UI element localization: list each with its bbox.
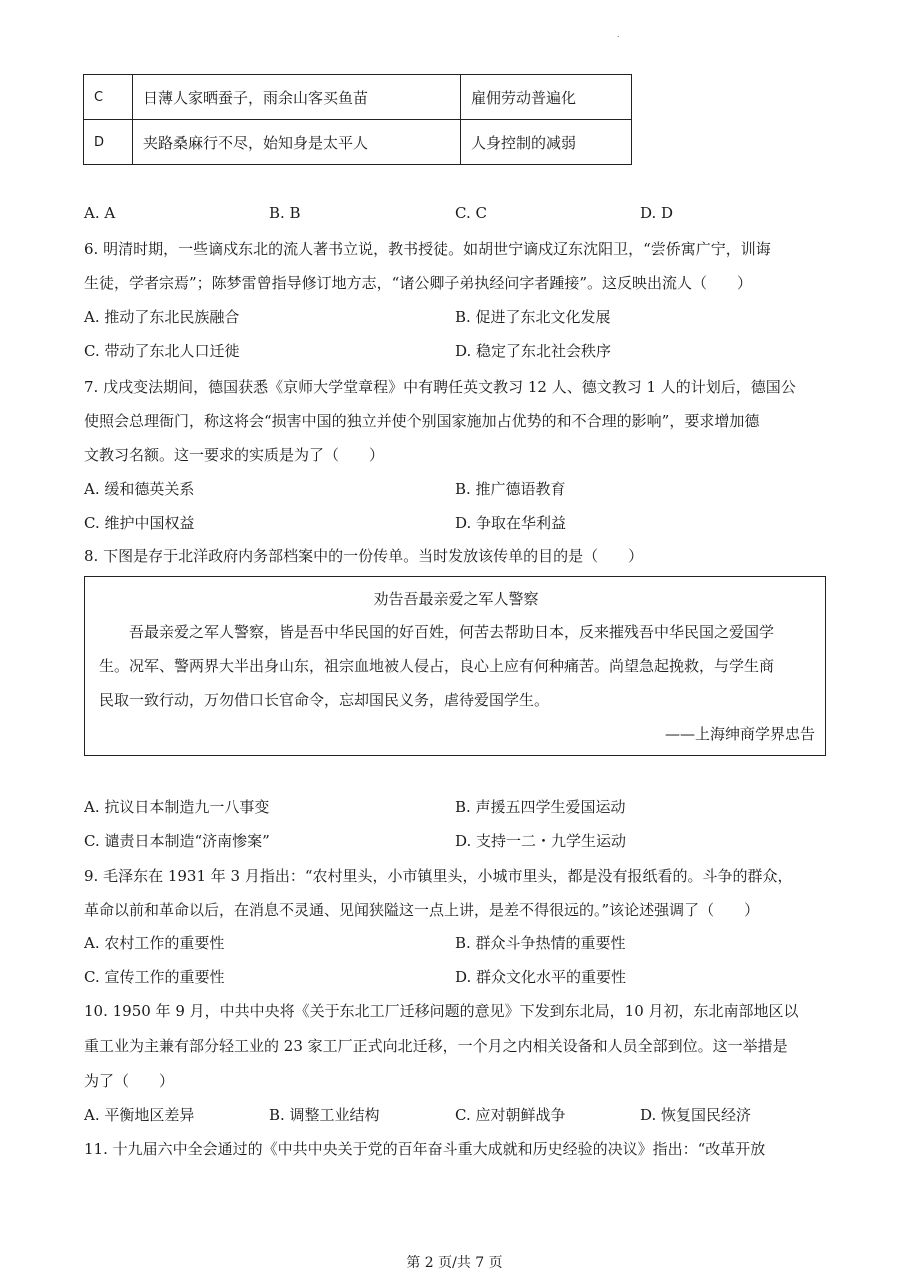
table-row xyxy=(84,75,632,120)
q5-option-a: A. A xyxy=(84,204,116,222)
q10-stem-line1: 10. 1950 年 9 月，中共中央将《关于东北工厂迁移问题的意见》下发到东北局，10 月初，东北南部地区以 xyxy=(84,1002,799,1020)
q7-stem-line1: 7. 戊戌变法期间，德国获悉《京师大学堂章程》中有聘任英文教习 12 人、德文教习 1 人的计划后，德国公 xyxy=(84,378,796,396)
q10-stem-line3: 为了（ ） xyxy=(84,1072,175,1090)
q6-option-b: B. 促进了东北文化发展 xyxy=(455,308,611,326)
q10-option-b: B. 调整工业结构 xyxy=(269,1106,380,1124)
q11-stem-line1: 11. 十九届六中全会通过的《中共中央关于党的百年奋斗重大成就和历史经验的决议》指出：“改革开放 xyxy=(84,1140,766,1158)
top-mark: . xyxy=(617,30,620,39)
q9-option-a: A. 农村工作的重要性 xyxy=(84,934,225,952)
page-footer: 第 2 页/共 7 页 xyxy=(406,1255,503,1271)
q5-option-b: B. B xyxy=(269,204,301,222)
q10-option-c: C. 应对朝鲜战争 xyxy=(455,1106,566,1124)
q7-stem-line3: 文教习名额。这一要求的实质是为了（ ） xyxy=(84,446,385,464)
q6-option-d: D. 稳定了东北社会秩序 xyxy=(455,342,612,360)
q7-option-d: D. 争取在华利益 xyxy=(455,514,567,532)
q7-option-c: C. 维护中国权益 xyxy=(84,514,195,532)
q9-option-d: D. 群众文化水平的重要性 xyxy=(455,968,627,986)
q9-option-c: C. 宣传工作的重要性 xyxy=(84,968,225,986)
q9-stem-line2: 革命以前和革命以后，在消息不灵通、见闻狭隘这一点上讲，是差不得很远的。”该论述强调了（ ） xyxy=(84,901,760,919)
options-table xyxy=(83,74,632,165)
leaflet-box xyxy=(84,576,826,756)
q10-option-a: A. 平衡地区差异 xyxy=(84,1106,195,1124)
q10-stem-line2: 重工业为主兼有部分轻工业的 23 家工厂正式向北迁移，一个月之内相关设备和人员全部到位。这一举措是 xyxy=(84,1037,788,1055)
q7-option-b: B. 推广德语教育 xyxy=(455,480,566,498)
q5-option-c: C. C xyxy=(455,204,487,222)
row-poem: 夹路桑麻行不尽，始知身是太平人 xyxy=(133,120,461,165)
q8-option-a: A. 抗议日本制造九一八事变 xyxy=(84,798,270,816)
q7-option-a: A. 缓和德英关系 xyxy=(84,480,195,498)
row-poem: 日薄人家晒蚕子，雨余山客买鱼苗 xyxy=(133,75,461,120)
q6-option-c: C. 带动了东北人口迁徙 xyxy=(84,342,240,360)
leaflet-paragraph-line1: 吾最亲爱之军人警察，皆是吾中华民国的好百姓，何苦去帮助日本，反来摧残吾中华民国之爱国学 xyxy=(129,623,775,641)
q8-option-b: B. 声援五四学生爱国运动 xyxy=(455,798,626,816)
q8-option-c: C. 谴责日本制造“济南惨案” xyxy=(84,832,270,850)
row-meaning: 雇佣劳动普遍化 xyxy=(461,75,632,120)
q10-option-d: D. 恢复国民经济 xyxy=(640,1106,752,1124)
leaflet-title: 劝告吾最亲爱之军人警察 xyxy=(373,590,539,608)
q7-stem-line2: 使照会总理衙门，称这将会“损害中国的独立并使个别国家施加占优势的和不合理的影响”，要求增加德 xyxy=(84,412,760,430)
row-meaning: 人身控制的减弱 xyxy=(461,120,632,165)
q8-stem-line1: 8. 下图是存于北洋政府内务部档案中的一份传单。当时发放该传单的目的是（ ） xyxy=(84,547,644,565)
q6-stem-line1: 6. 明清时期，一些谪戍东北的流人著书立说，教书授徒。如胡世宁谪戍辽东沈阳卫，“尝侨寓广宁，训诲 xyxy=(84,240,771,258)
q9-stem-line1: 9. 毛泽东在 1931 年 3 月指出：“农村里头，小市镇里头，小城市里头，都是没有报纸看的。斗争的群众， xyxy=(84,867,793,885)
row-label: D xyxy=(84,120,133,165)
leaflet-paragraph-line3: 民取一致行动，万勿借口长官命令，忘却国民义务，虐待爱国学生。 xyxy=(99,691,550,709)
q6-stem-line2: 生徒，学者宗焉”；陈梦雷曾指导修订地方志，“诸公卿子弟执经问字者踵接”。这反映出流人（ ） xyxy=(84,274,753,292)
q8-option-d: D. 支持一二・九学生运动 xyxy=(455,832,627,850)
q6-option-a: A. 推动了东北民族融合 xyxy=(84,308,240,326)
row-label: C xyxy=(84,75,133,120)
leaflet-paragraph-line2: 生。况军、警两界大半出身山东，祖宗血地被人侵占，良心上应有何种痛苦。尚望急起挽救，与学生商 xyxy=(99,657,775,675)
q5-option-d: D. D xyxy=(640,204,674,222)
leaflet-signature: ——上海绅商学界忠告 xyxy=(664,725,815,743)
table-row xyxy=(84,120,632,165)
q9-option-b: B. 群众斗争热情的重要性 xyxy=(455,934,626,952)
